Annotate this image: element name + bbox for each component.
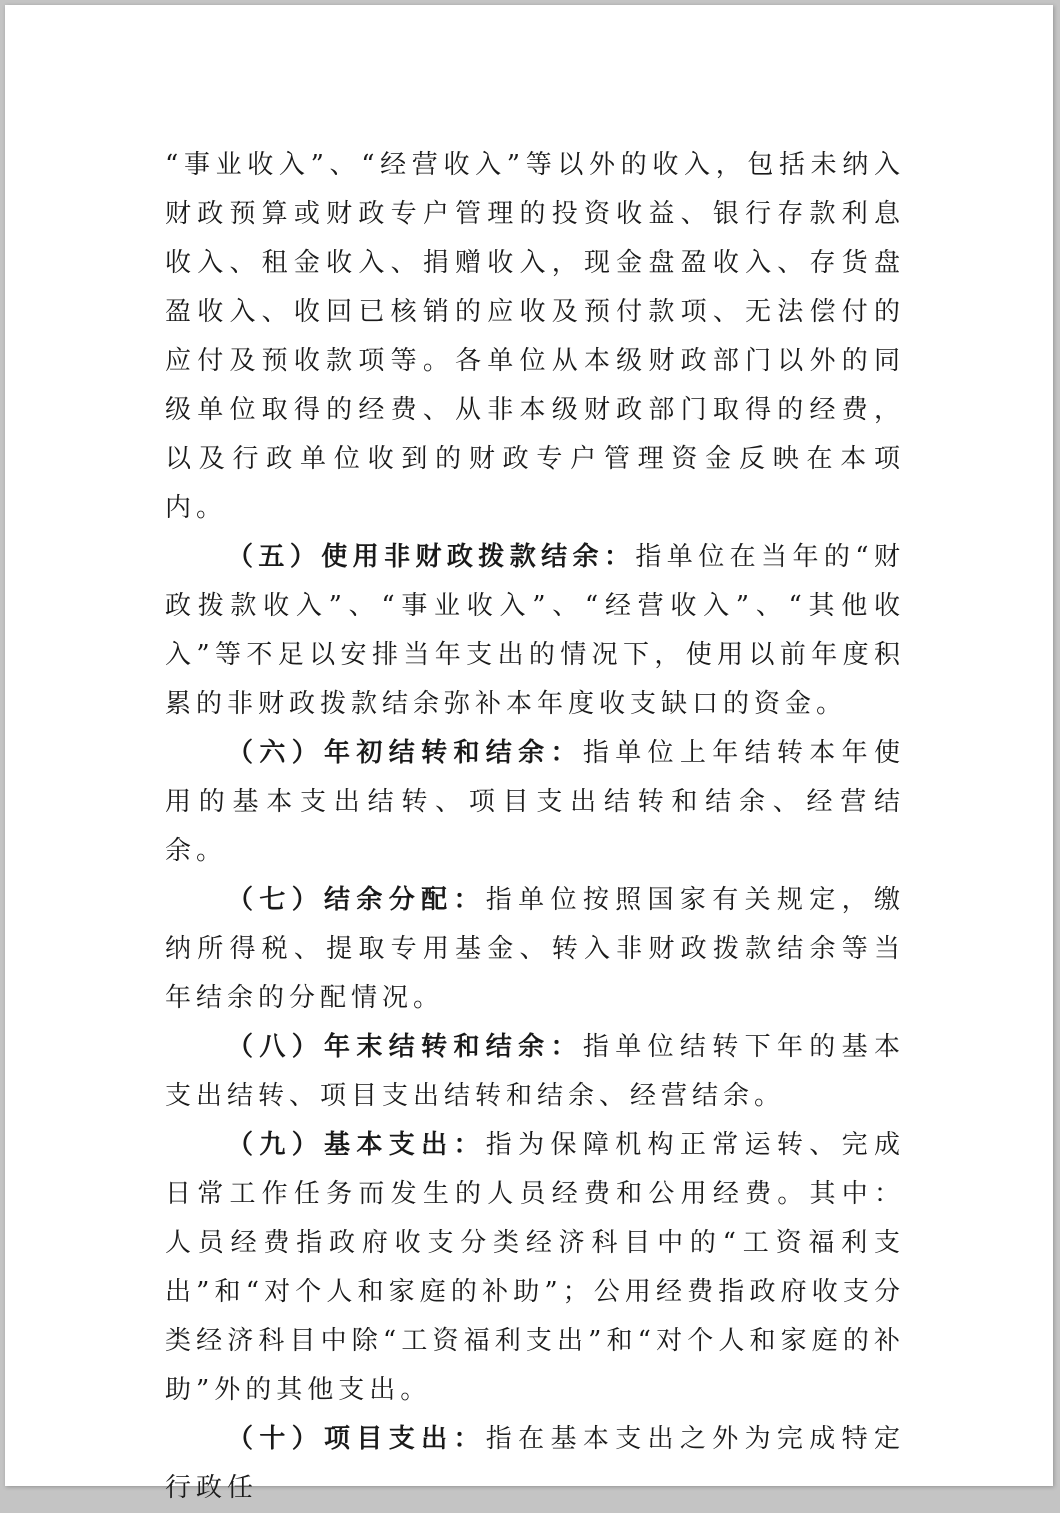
paragraph-non-fiscal-balance-use [165, 533, 905, 729]
paragraph-text: 指单位上年结转本年使用的基本支出结转、项目支出结转和结余、经营结余。 [165, 738, 905, 866]
section-heading: （十）项目支出： [227, 1424, 486, 1454]
paragraph-other-income-continued [165, 141, 905, 533]
paragraph-text: 指单位按照国家有关规定，缴纳所得税、提取专用基金、转入非财政拨款结余等当年结余的分配情况。 [165, 885, 905, 1013]
paragraph-text: 指为保障机构正常运转、完成日常工作任务而发生的人员经费和公用经费。其中：人员经费指政府收支分类经济科目中的“工资福利支出”和“对个人和家庭的补助”；公用经费指政府收支分类经济科目中除“工资福利支出”和“对个人和家庭的补助”外的其他支出。 [165, 1130, 905, 1405]
paragraph-surplus-distribution [165, 876, 905, 1023]
paragraph-basic-expenditure [165, 1121, 905, 1415]
paragraph-text: 指单位结转下年的基本支出结转、项目支出结转和结余、经营结余。 [165, 1032, 905, 1111]
section-heading: （五）使用非财政拨款结余： [227, 542, 636, 572]
paragraph-project-expenditure [165, 1415, 905, 1513]
paragraph-text: “事业收入”、“经营收入”等以外的收入，包括未纳入财政预算或财政专户管理的投资收益、银行存款利息收入、租金收入、捐赠收入，现金盘盈收入、存货盘盈收入、收回已核销的应收及预付款项、无法偿付的应付及预收款项等。各单位从本级财政部门以外的同级单位取得的经费、从非本级财政部门取得的经费，以及行政单位收到的财政专户管理资金反映在本项内。 [165, 150, 905, 523]
section-heading: （九）基本支出： [227, 1130, 486, 1160]
document-body [165, 141, 905, 1513]
paragraph-text: 指单位在当年的“财政拨款收入”、“事业收入”、“经营收入”、“其他收入”等不足以安排当年支出的情况下，使用以前年度积累的非财政拨款结余弥补本年度收支缺口的资金。 [165, 542, 905, 719]
section-heading: （八）年末结转和结余： [227, 1032, 583, 1062]
paragraph-opening-carryover [165, 729, 905, 876]
paragraph-closing-carryover [165, 1023, 905, 1121]
section-heading: （七）结余分配： [227, 885, 486, 915]
paragraph-text: 指在基本支出之外为完成特定行政任 [165, 1424, 905, 1503]
document-page [5, 5, 1053, 1503]
section-heading: （六）年初结转和结余： [227, 738, 583, 768]
